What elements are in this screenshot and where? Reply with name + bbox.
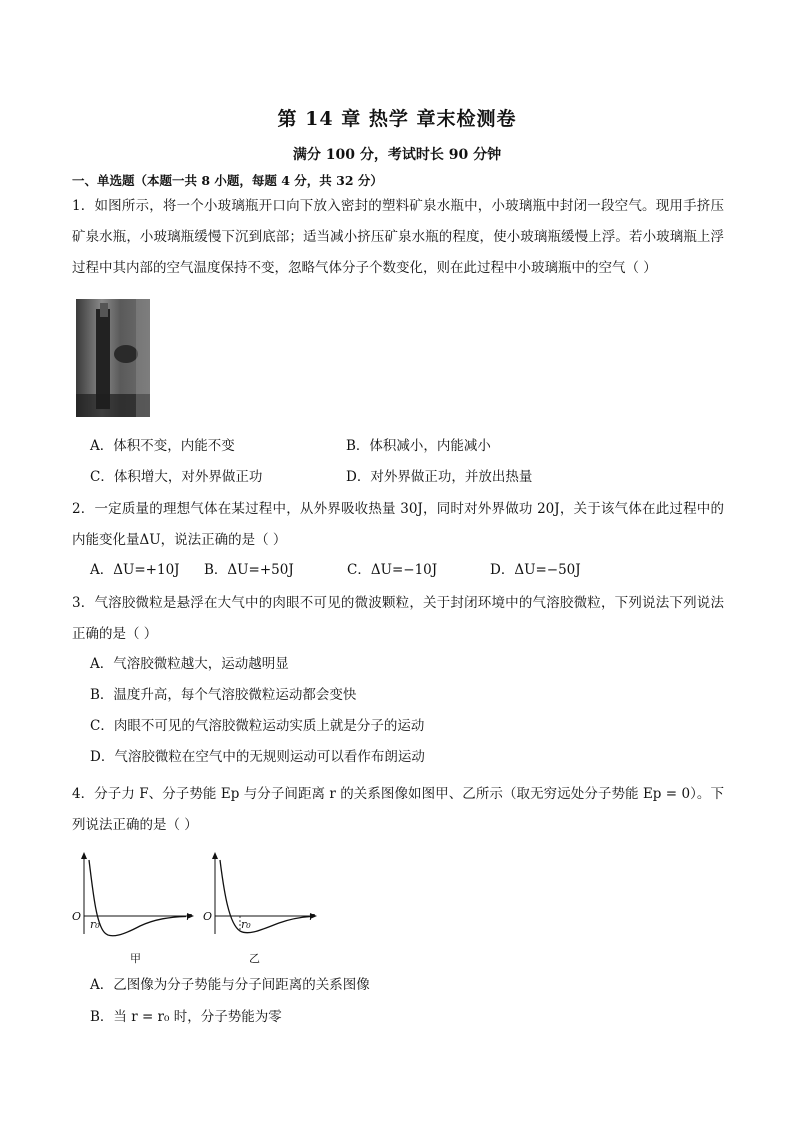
potential-curve <box>220 860 311 933</box>
force-y-arrow <box>81 852 87 859</box>
question-3-option-d: D．气溶胶微粒在空气中的无规则运动可以看作布朗运动 <box>90 749 425 765</box>
bottle-photo <box>76 299 150 417</box>
question-2-option-d: D．ΔU=−50J <box>490 562 581 578</box>
question-2-option-a: A．ΔU=+10J <box>90 562 180 578</box>
question-1-option-c: C．体积增大，对外界做正功 <box>90 469 263 485</box>
question-3-option-c: C．肉眼不可见的气溶胶微粒运动实质上就是分子的运动 <box>90 718 425 734</box>
potential-curve-diagram <box>201 852 331 937</box>
question-4-option-a: A．乙图像为分子势能与分子间距离的关系图像 <box>90 977 370 993</box>
question-2-option-c: C．ΔU=−10J <box>347 562 438 578</box>
question-1-stem: 1．如图所示，将一个小玻璃瓶开口向下放入密封的塑料矿泉水瓶中，小玻璃瓶中封闭一段空气。现用手挤压矿泉水瓶，小玻璃瓶缓慢下沉到底部；适当减小挤压矿泉水瓶的程度，使小玻璃瓶缓慢上浮。若小玻璃瓶上浮过程中其内部的空气温度保持不变，忽略气体分子个数变化，则在此过程中小玻璃瓶中的空气（ ） <box>72 198 724 276</box>
question-2-stem: 2．一定质量的理想气体在某过程中，从外界吸收热量 30J，同时对外界做功 20J，关于该气体在此过程中的内能变化量ΔU，说法正确的是（ ） <box>72 501 724 548</box>
question-2-option-b: B．ΔU=+50J <box>204 562 294 578</box>
question-4-stem: 4．分子力 F、分子势能 Ep 与分子间距离 r 的关系图像如图甲、乙所示（取无穷远处分子势能 Ep = 0）。下列说法正确的是（ ） <box>72 786 724 833</box>
potential-y-arrow <box>212 852 218 859</box>
force-r-label: r <box>186 910 192 923</box>
question-3-stem: 3．气溶胶微粒是悬浮在大气中的肉眼不可见的微波颗粒，关于封闭环境中的气溶胶微粒，下列说法下列说法正确的是（ ） <box>72 595 724 642</box>
graph-potential <box>201 852 331 964</box>
potential-r0-label: r₀ <box>241 918 251 931</box>
force-origin-label: O <box>72 910 82 923</box>
question-3-option-b: B．温度升高，每个气溶胶微粒运动都会变快 <box>90 687 357 703</box>
question-1-option-d: D．对外界做正功，并放出热量 <box>346 469 533 485</box>
force-curve <box>89 860 186 936</box>
question-1-option-b: B．体积减小，内能减小 <box>346 438 491 454</box>
graph-force <box>70 852 200 964</box>
question-1-option-a: A．体积不变，内能不变 <box>90 438 235 454</box>
question-3-option-a: A．气溶胶微粒越大，运动越明显 <box>90 656 289 672</box>
potential-origin-label: O <box>203 910 213 923</box>
page-subtitle: 满分 100 分，考试时长 90 分钟 <box>292 147 502 163</box>
page-title: 第 14 章 热学 章末检测卷 <box>277 108 517 130</box>
potential-r-label: r <box>309 910 315 923</box>
graph-caption-jia: 甲 <box>130 952 141 965</box>
force-r0-label: r₀ <box>90 918 100 931</box>
graph-caption-yi: 乙 <box>249 952 260 965</box>
question-4-option-b: B．当 r = r₀ 时，分子势能为零 <box>90 1009 282 1025</box>
section-heading: 一、单选题（本题一共 8 小题，每题 4 分，共 32 分） <box>72 173 383 188</box>
